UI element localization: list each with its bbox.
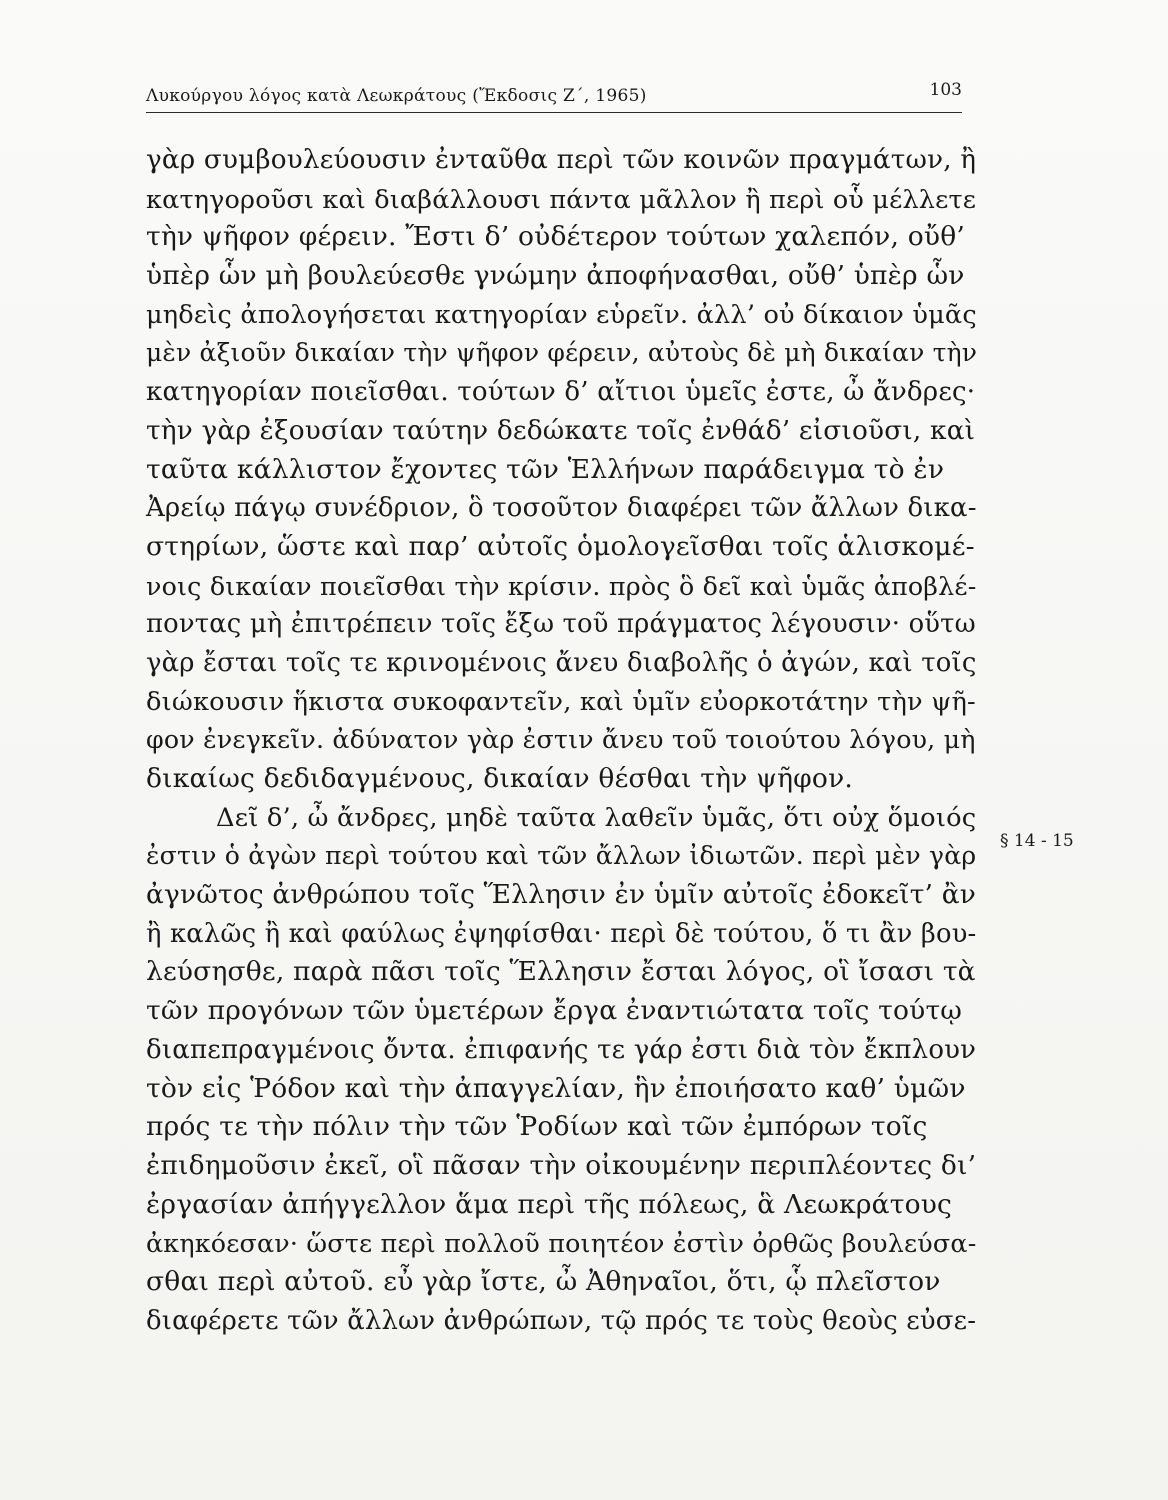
text-line: τὴν γὰρ ἐξουσίαν ταύτην δεδώκατε τοῖς ἐνθάδ’ εἰσιοῦσι, καὶ bbox=[146, 415, 976, 446]
text-line: ἀκηκόεσαν· ὥστε περὶ πολλοῦ ποιητέον ἐστὶν ὀρθῶς βουλεύσα- bbox=[146, 1228, 977, 1259]
text-line: λεύσησθε, παρὰ πᾶσι τοῖς Ἕλλησιν ἔσται λόγος, οἳ ἴσασι τὰ bbox=[146, 956, 976, 988]
text-line: ἢ καλῶς ἢ καὶ φαύλως ἐψηφίσθαι· περὶ δὲ τούτου, ὅ τι ἂν βου- bbox=[146, 918, 977, 949]
text-line: Ἀρείῳ πάγῳ συνέδριον, ὃ τοσοῦτον διαφέρει τῶν ἄλλων δικα- bbox=[146, 493, 977, 524]
text-line: ταῦτα κάλλιστον ἔχοντες τῶν Ἑλλήνων παράδειγμα τὸ ἐν bbox=[146, 453, 945, 485]
header-title: Λυκούργου λόγος κατὰ Λεωκράτους (Ἔκδοσις Ζ΄, 1965) bbox=[146, 86, 647, 106]
text-line: γὰρ συμβουλεύουσιν ἐνταῦθα περὶ τῶν κοινῶν πραγμάτων, ἢ bbox=[146, 145, 977, 175]
text-line: δικαίως δεδιδαγμένους, δικαίαν θέσθαι τὴν ψῆφον. bbox=[146, 763, 854, 794]
body-text bbox=[146, 141, 976, 1340]
text-line: σθαι περὶ αὐτοῦ. εὖ γὰρ ἴστε, ὦ Ἀθηναῖοι, ὅτι, ᾧ πλεῖστον bbox=[146, 1265, 941, 1297]
paragraph-start-line: Δεῖ δ’, ὦ ἄνδρες, μηδὲ ταῦτα λαθεῖν ὑμᾶς, ὅτι οὐχ ὅμοιός bbox=[216, 802, 977, 833]
text-line: τὸν εἰς Ῥόδον καὶ τὴν ἀπαγγελίαν, ἣν ἐποιήσατο καθ’ ὑμῶν bbox=[146, 1072, 966, 1104]
text-line: ἐπιδημοῦσιν ἐκεῖ, οἳ πᾶσαν τὴν οἰκουμένην περιπλέοντες δι’ bbox=[146, 1149, 977, 1181]
page-number: 103 bbox=[929, 80, 962, 100]
running-header bbox=[146, 80, 962, 113]
text-line: διαφέρετε τῶν ἄλλων ἀνθρώπων, τῷ πρός τε τοὺς θεοὺς εὐσε- bbox=[146, 1305, 977, 1336]
text-line: διαπεπραγμένοις ὄντα. ἐπιφανής τε γάρ ἐστι διὰ τὸν ἔκπλουν bbox=[146, 1034, 977, 1065]
text-line: διώκουσιν ἥκιστα συκοφαντεῖν, καὶ ὑμῖν εὐορκοτάτην τὴν ψῆ- bbox=[146, 686, 976, 717]
text-line: κατηγορίαν ποιεῖσθαι. τούτων δ’ αἴτιοι ὑμεῖς ἐστε, ὦ ἄνδρες· bbox=[146, 377, 976, 408]
text-line: ἐργασίαν ἀπήγγελλον ἅμα περὶ τῆς πόλεως, ἃ Λεωκράτους bbox=[146, 1188, 953, 1220]
text-line: κατηγοροῦσι καὶ διαβάλλουσι πάντα μᾶλλον ἢ περὶ οὗ μέλλετε bbox=[146, 183, 977, 214]
text-line: ὑπὲρ ὧν μὴ βουλεύεσθε γνώμην ἀποφήνασθαι, οὔθ’ ὑπὲρ ὧν bbox=[146, 260, 965, 292]
text-line: μηδεὶς ἀπολογήσεται κατηγορίαν εὑρεῖν. ἀλλ’ οὐ δίκαιον ὑμᾶς bbox=[146, 299, 977, 330]
text-line: στηρίων, ὥστε καὶ παρ’ αὐτοῖς ὁμολογεῖσθαι τοῖς ἁλισκομέ- bbox=[146, 530, 975, 562]
text-line: γὰρ ἔσται τοῖς τε κρινομένοις ἄνευ διαβολῆς ὁ ἀγών, καὶ τοῖς bbox=[146, 647, 977, 678]
text-line: ἀγνῶτος ἀνθρώπου τοῖς Ἕλλησιν ἐν ὑμῖν αὐτοῖς ἐδοκεῖτ’ ἂν bbox=[146, 879, 976, 911]
text-line: νοις δικαίαν ποιεῖσθαι τὴν κρίσιν. πρὸς ὃ δεῖ καὶ ὑμᾶς ἀποβλέ- bbox=[146, 570, 977, 601]
text-line: τῶν προγόνων τῶν ὑμετέρων ἔργα ἐναντιώτατα τοῖς τούτῳ bbox=[146, 995, 963, 1027]
section-margin-note: § 14 - 15 bbox=[1000, 831, 1074, 851]
text-line: πρός τε τὴν πόλιν τὴν τῶν Ῥοδίων καὶ τῶν ἐμπόρων τοῖς bbox=[146, 1111, 928, 1143]
text-line: μὲν ἀξιοῦν δικαίαν τὴν ψῆφον φέρειν, αὐτοὺς δὲ μὴ δικαίαν τὴν bbox=[146, 338, 978, 368]
text-line: ποντας μὴ ἐπιτρέπειν τοῖς ἔξω τοῦ πράγματος λέγουσιν· οὕτω bbox=[146, 609, 976, 640]
text-line: ἐστιν ὁ ἀγὼν περὶ τούτου καὶ τῶν ἄλλων ἰδιωτῶν. περὶ μὲν γὰρ bbox=[146, 841, 977, 871]
text-line: τὴν ψῆφον φέρειν. Ἔστι δ’ οὐδέτερον τούτων χαλεπόν, οὔθ’ bbox=[146, 221, 965, 253]
text-line: φον ἐνεγκεῖν. ἀδύνατον γὰρ ἐστιν ἄνευ τοῦ τοιούτου λόγου, μὴ bbox=[146, 725, 976, 755]
